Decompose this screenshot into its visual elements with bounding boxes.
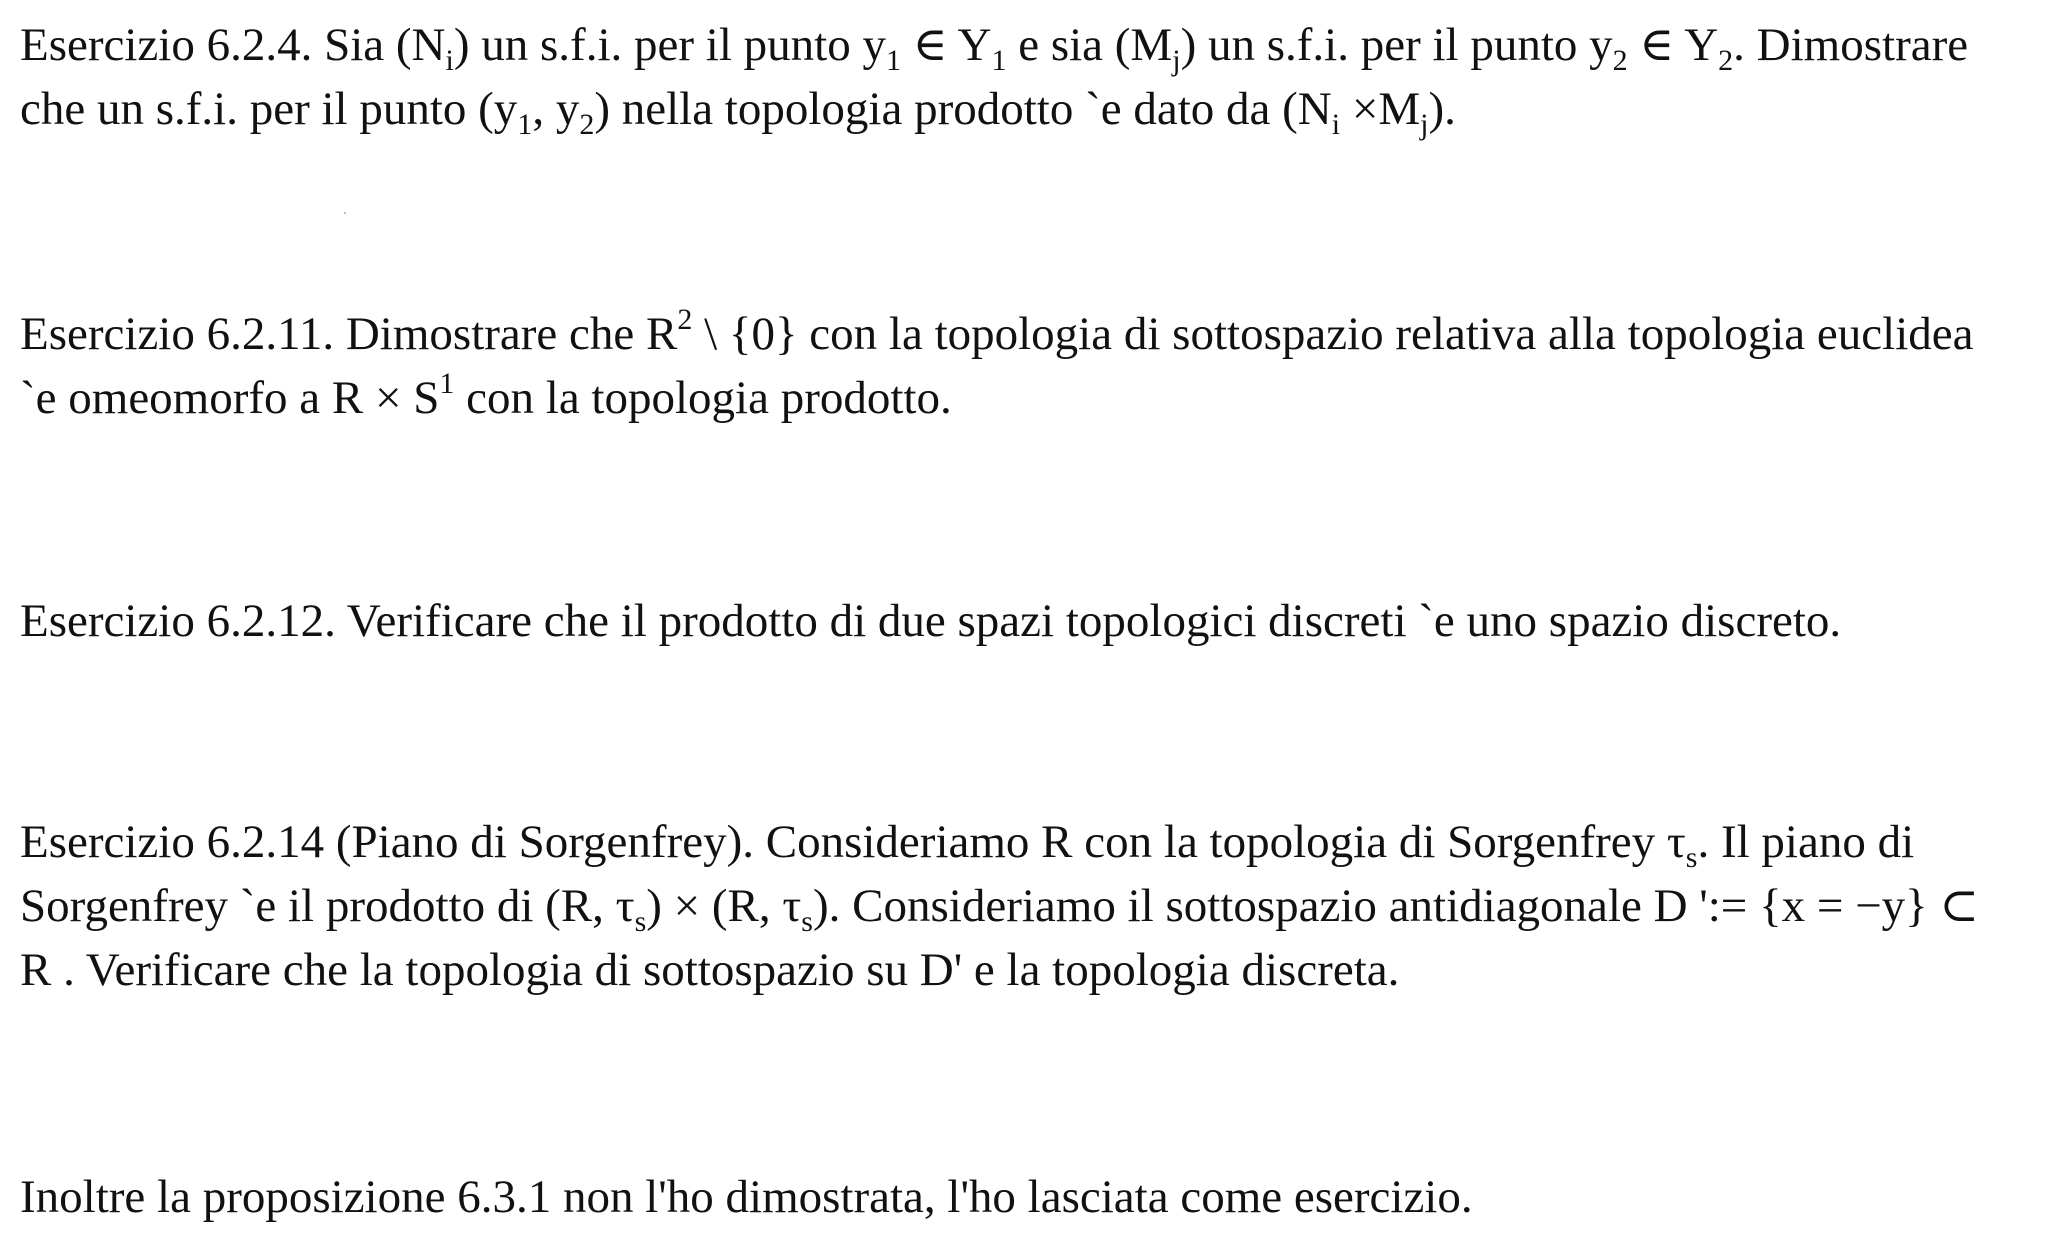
- text-run: Esercizio 6.2.14 (Piano di Sorgenfrey). Consideriamo R con la topologia di Sorgenfrey τ: [20, 816, 1686, 868]
- text-run: , y: [532, 83, 580, 135]
- text-run: \ {0} con la topologia di sottospazio relativa alla topologia euclidea: [692, 308, 1974, 360]
- exercise-6-2-14-line-2: [20, 874, 2050, 938]
- text-run: . Dimostrare: [1733, 19, 1969, 71]
- text-run: ) un s.f.i. per il punto y: [1180, 19, 1613, 71]
- closing-note-line-1: Inoltre la proposizione 6.3.1 non l'ho dimostrata, l'ho lasciata come esercizio.: [20, 1171, 1473, 1223]
- exercise-6-2-4-line-1: [20, 13, 2050, 77]
- subscript: 2: [1718, 44, 1734, 77]
- exercise-6-2-11-line-1: [20, 302, 2050, 366]
- text-run: ) × (R, τ: [646, 880, 802, 932]
- subscript: 1: [991, 44, 1007, 77]
- subscript: j: [1420, 108, 1429, 141]
- exercise-6-2-12-line-1: Esercizio 6.2.12. Verificare che il prodotto di due spazi topologici discreti `e uno spazio discreto.: [20, 595, 1842, 647]
- stray-dot: [344, 212, 346, 214]
- text-run: con la topologia prodotto.: [454, 372, 952, 424]
- text-run: ∈ Y: [900, 19, 992, 71]
- subscript: 2: [1612, 44, 1628, 77]
- exercise-6-2-14-line-1: [20, 810, 2050, 874]
- text-run: Esercizio 6.2.4. Sia (N: [20, 19, 446, 71]
- subscript: 2: [579, 108, 595, 141]
- text-run: ×M: [1340, 83, 1421, 135]
- subscript: 1: [517, 108, 533, 141]
- text-run: ) un s.f.i. per il punto y: [453, 19, 886, 71]
- closing-note: [20, 1165, 2050, 1229]
- text-run: e sia (M: [1006, 19, 1173, 71]
- subscript: s: [634, 905, 647, 938]
- text-run: che un s.f.i. per il punto (y: [20, 83, 518, 135]
- exercise-6-2-4-line-2: [20, 77, 2050, 141]
- text-run: Sorgenfrey `e il prodotto di (R, τ: [20, 880, 635, 932]
- subscript: j: [1172, 44, 1181, 77]
- subscript: i: [445, 44, 454, 77]
- exercise-6-2-12: [20, 589, 2050, 653]
- subscript: i: [1331, 108, 1341, 141]
- text-run: ).: [1428, 83, 1456, 135]
- exercise-6-2-14-line-3: R . Verificare che la topologia di sottospazio su D' e la topologia discreta.: [20, 944, 1400, 996]
- exercise-6-2-14: [20, 810, 2050, 1002]
- subscript: 1: [885, 44, 901, 77]
- exercise-6-2-11: [20, 302, 2050, 430]
- text-run: ) nella topologia prodotto `e dato da (N: [594, 83, 1332, 135]
- text-run: ). Consideriamo il sottospazio antidiagonale D ':= {x = −y} ⊂: [812, 880, 1979, 932]
- subscript: s: [801, 905, 813, 938]
- subscript: s: [1685, 841, 1698, 874]
- superscript: 1: [439, 367, 455, 400]
- text-run: `e omeomorfo a R × S: [20, 372, 440, 424]
- exercise-6-2-11-line-2: [20, 366, 2050, 430]
- text-run: Esercizio 6.2.11. Dimostrare che R: [20, 308, 678, 360]
- superscript: 2: [677, 303, 693, 336]
- text-run: . Il piano di: [1697, 816, 1915, 868]
- text-run: ∈ Y: [1627, 19, 1719, 71]
- exercise-6-2-4: [20, 13, 2050, 141]
